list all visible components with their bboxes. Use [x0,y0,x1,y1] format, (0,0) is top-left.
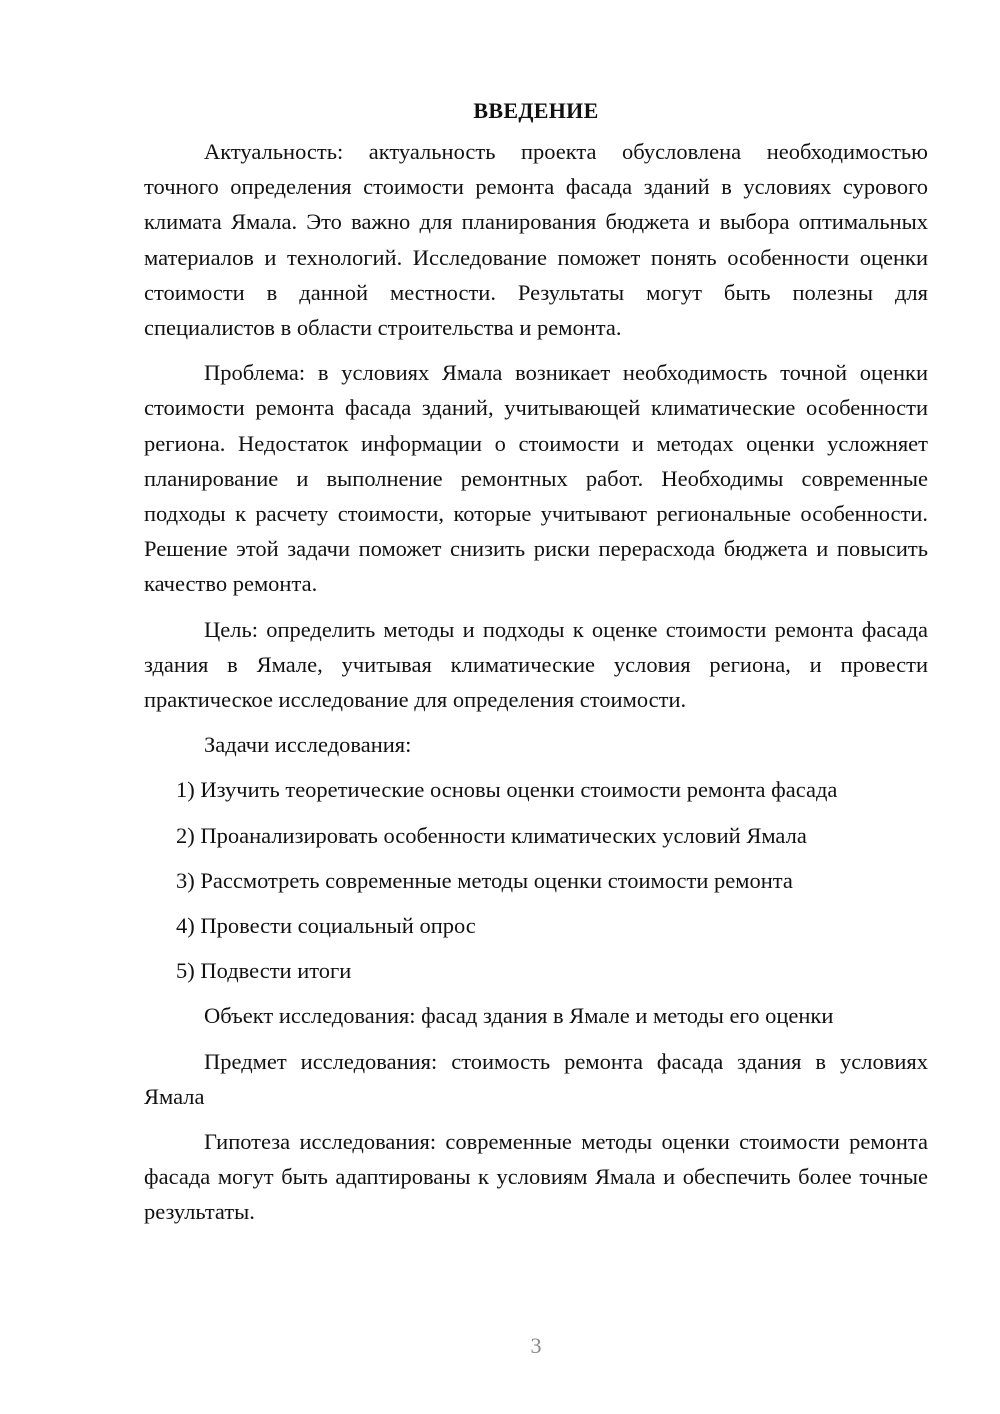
task-item: 1) Изучить теоретические основы оценки стоимости ремонта фасада [176,777,838,803]
hypothesis-paragraph: Гипотеза исследования: современные методы оценки стоимости ремонта фасада могут быть адаптированы к условиям Ямала и обеспечить более точные результаты. [144,1129,928,1225]
tasks-list [144,772,928,988]
problem-paragraph: Проблема: в условиях Ямала возникает необходимость точной оценки стоимости ремонта фасада зданий, учитывающей климатические особенности региона. Недостаток информации о стоимости и методах оценки усложняет планирование и выполнение ремонтных работ. Необходимы современные подходы к расчету стоимости, которые учитывают региональные особенности. Решение этой задачи поможет снизить риски перерасхода бюджета и повысить качество ремонта. [144,360,928,597]
task-item: 5) Подвести итоги [176,958,352,984]
page-number: 3 [530,1333,542,1358]
tasks-heading: Задачи исследования: [204,732,412,758]
page-title: ВВЕДЕНИЕ [473,98,599,123]
task-item: 2) Проанализировать особенности климатических условий Ямала [176,822,807,848]
page-content [144,93,928,1230]
task-item: 3) Рассмотреть современные методы оценки стоимости ремонта [176,867,793,893]
subject-paragraph: Предмет исследования: стоимость ремонта фасада здания в условиях Ямала [144,1048,928,1109]
object-paragraph: Объект исследования: фасад здания в Ямале и методы его оценки [204,1003,834,1029]
task-item: 4) Провести социальный опрос [176,913,476,939]
goal-paragraph: Цель: определить методы и подходы к оценке стоимости ремонта фасада здания в Ямале, учитывая климатические условия региона, и провести практическое исследование для определения стоимости. [144,616,928,713]
relevance-paragraph: Актуальность: актуальность проекта обусловлена необходимостью точного определения стоимости ремонта фасада зданий в условиях сурового климата Ямала. Это важно для планирования бюджета и выбора оптимальных материалов и технологий. Исследование поможет понять особенности оценки стоимости в данной местности. Результаты могут быть полезны для специалистов в области строительства и ремонта. [144,139,928,341]
